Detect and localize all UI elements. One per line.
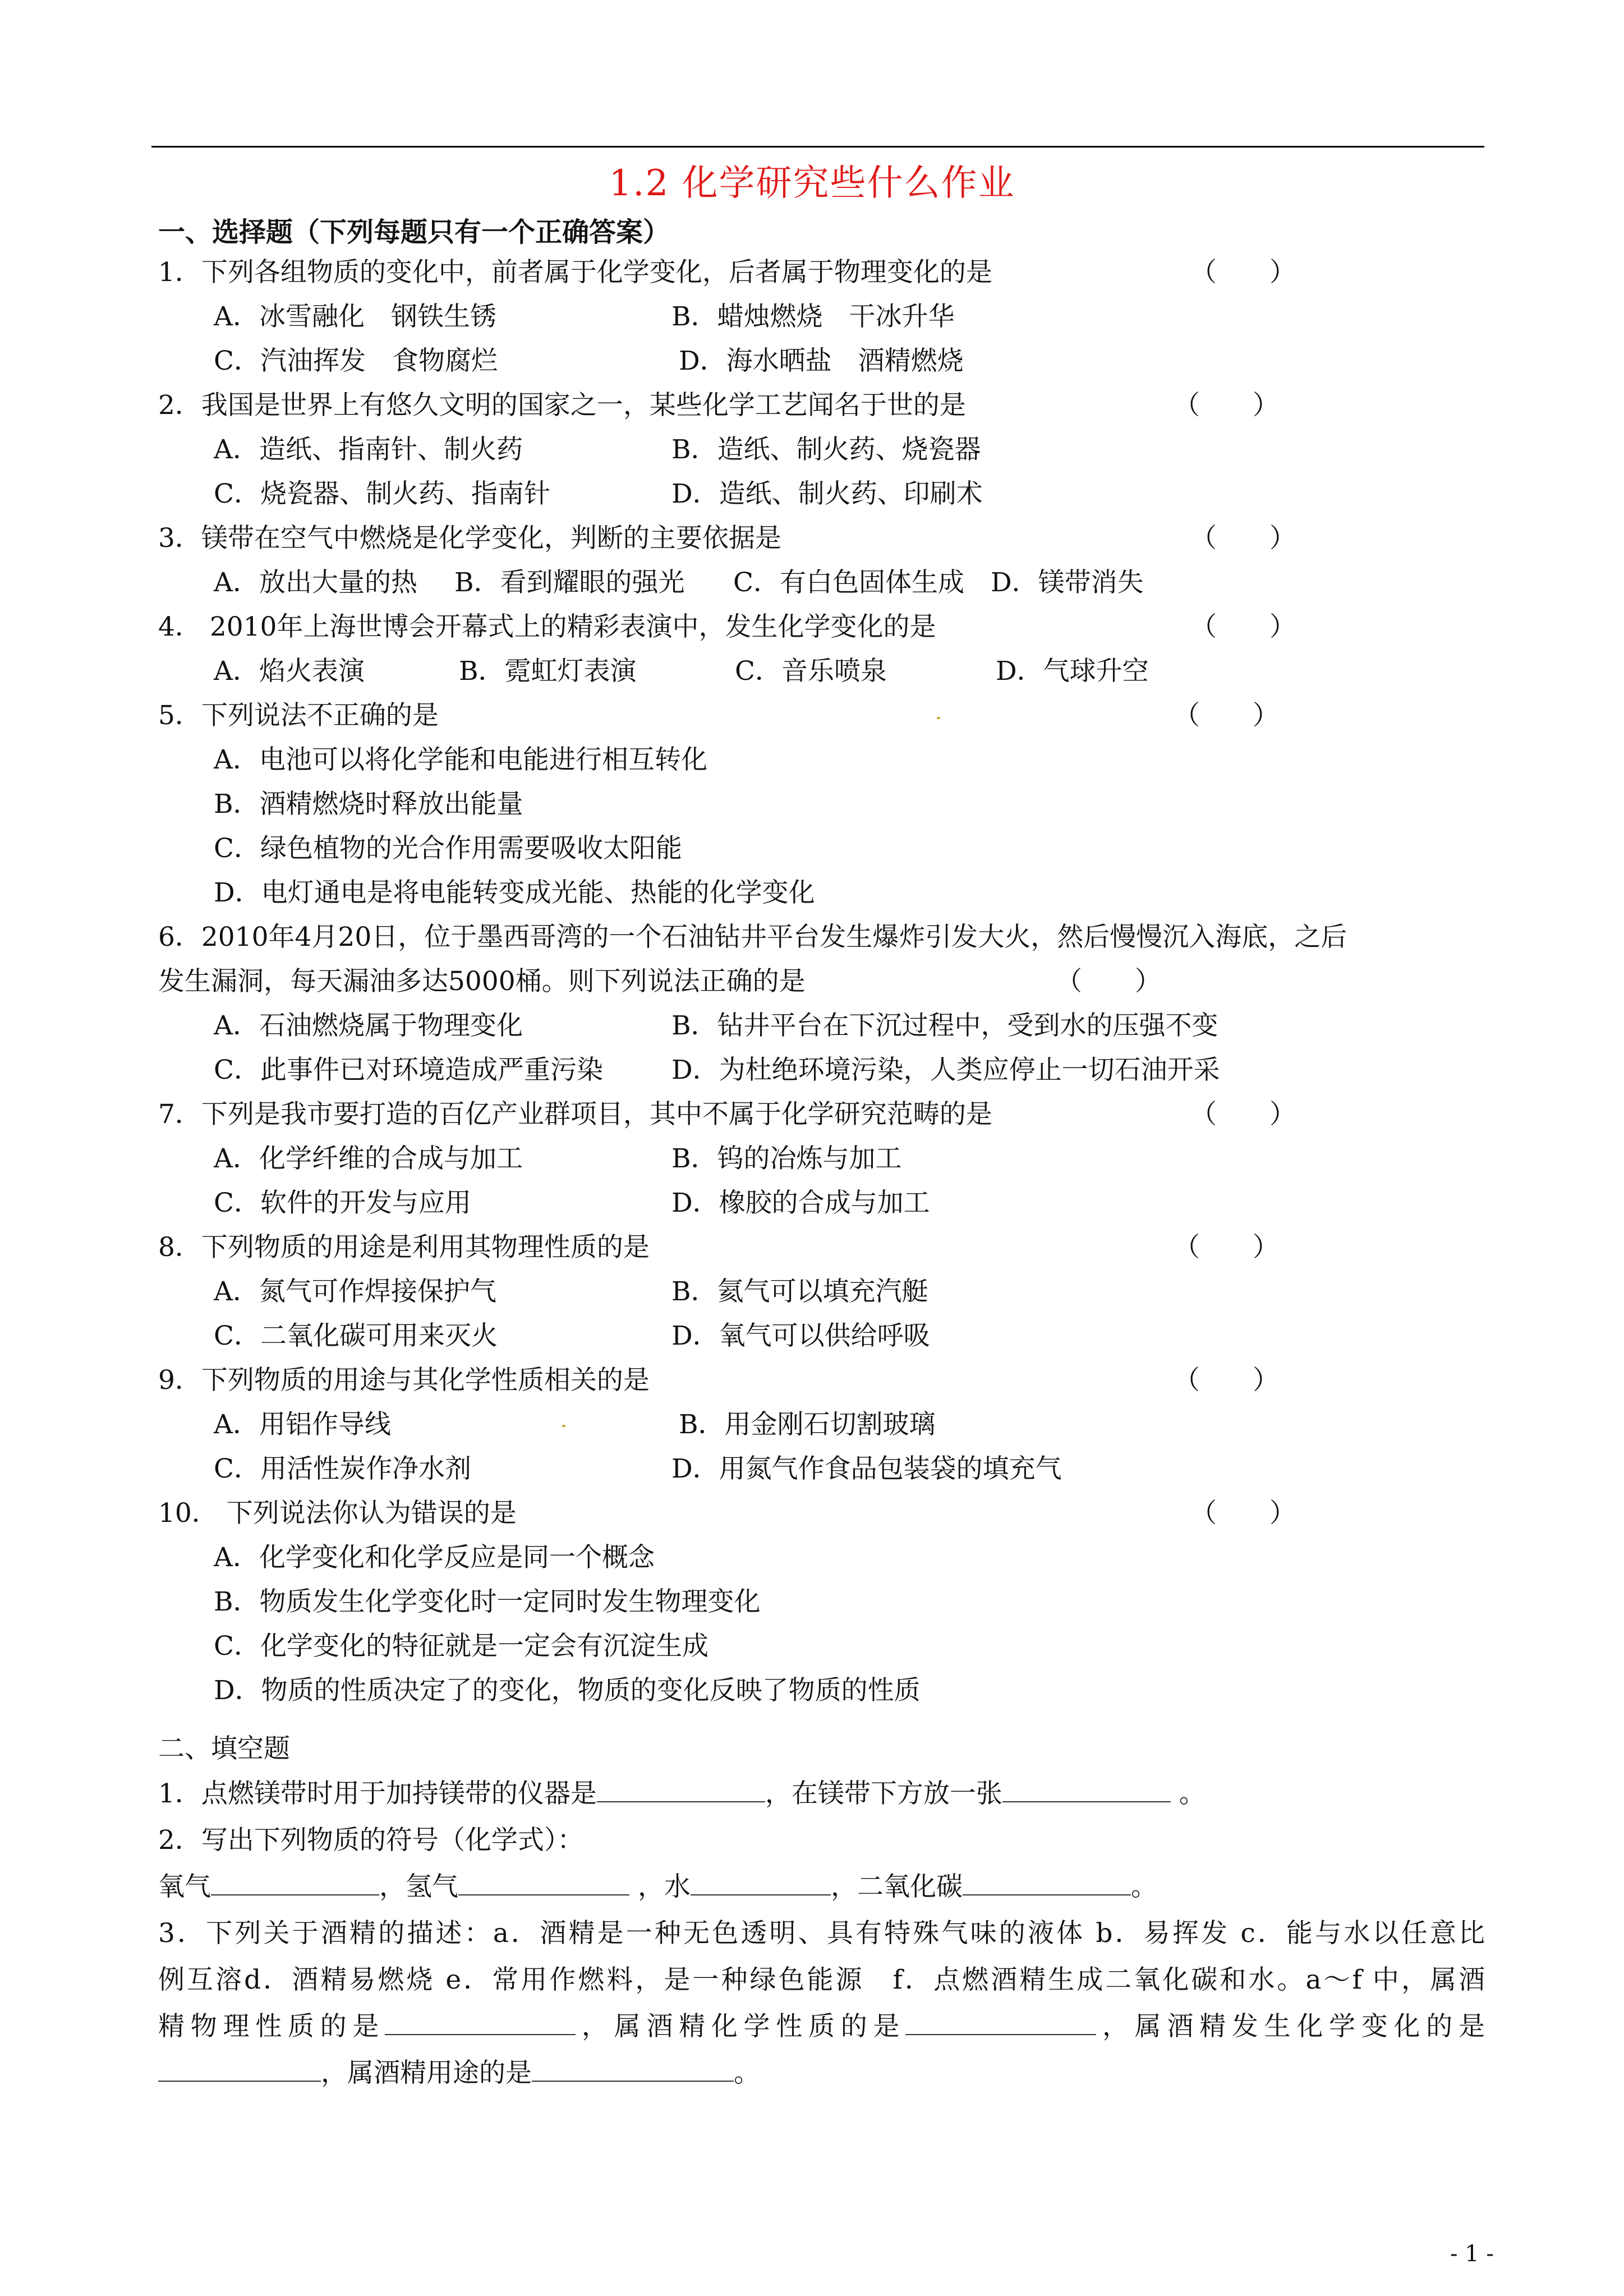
stray-mark: [562, 1425, 565, 1427]
fill-q3-text-d: ，属酒精用途的是: [321, 2058, 532, 2088]
answer-paren-10: （ ）: [1190, 1498, 1296, 1529]
option-2b: B．造纸、制火药、烧瓷器: [671, 434, 981, 465]
fill-question-2-answers: [158, 1866, 1157, 1903]
question-3-stem: 3．镁带在空气中燃烧是化学变化，判断的主要依据是: [158, 523, 781, 554]
answer-paren-8: （ ）: [1174, 1232, 1279, 1263]
option-6c: C．此事件已对环境造成严重污染: [214, 1055, 603, 1085]
option-8c: C．二氧化碳可用来灭火: [214, 1320, 498, 1351]
option-3a: A．放出大量的热: [214, 567, 417, 598]
label-hydrogen: ，氢气: [379, 1871, 458, 1902]
fill-question-1: [158, 1773, 1206, 1810]
option-7d: D．橡胶的合成与加工: [671, 1188, 930, 1218]
fill-blank-2[interactable]: [1002, 1779, 1171, 1802]
section-heading-fill: 二、填空题: [158, 1733, 290, 1764]
option-9a: A．用铝作导线: [214, 1409, 391, 1440]
fill-question-2: 2．写出下列物质的符号（化学式）：: [158, 1825, 584, 1856]
option-2c: C．烧瓷器、制火药、指南针: [214, 478, 550, 509]
question-5-stem: 5．下列说法不正确的是: [158, 700, 439, 731]
answer-paren-2: （ ）: [1174, 390, 1279, 421]
question-1-stem: 1．下列各组物质的变化中，前者属于化学变化，后者属于物理变化的是: [158, 257, 992, 288]
fill-blank-physical[interactable]: [385, 2012, 576, 2035]
fill-q3-text-a: 精物理性质的是: [158, 2011, 385, 2042]
fill-blank-oxygen[interactable]: [211, 1872, 379, 1895]
option-7b: B．钨的冶炼与加工: [671, 1143, 902, 1174]
fill-q1-text-b: ，在镁带下方放一张: [765, 1778, 1002, 1809]
option-1a: A．冰雪融化 钢铁生锈: [214, 301, 496, 332]
fill-question-3-line-3: [158, 2005, 1485, 2043]
option-4a: A．焰火表演: [214, 656, 365, 687]
option-2a: A．造纸、指南针、制火药: [214, 434, 523, 465]
option-4b: B．霓虹灯表演: [459, 656, 637, 687]
option-2d: D．造纸、制火药、印刷术: [671, 478, 983, 509]
answer-paren-6: （ ）: [1056, 966, 1161, 997]
fill-q1-text-a: 1．点燃镁带时用于加持镁带的仪器是: [158, 1778, 597, 1809]
answer-paren-1: （ ）: [1190, 257, 1296, 288]
fill-blank-1[interactable]: [597, 1779, 765, 1802]
fill-q3-text-b: ，属酒精化学性质的是: [576, 2011, 906, 2042]
option-9c: C．用活性炭作净水剂: [214, 1453, 471, 1484]
fill-blank-carbon-dioxide[interactable]: [963, 1872, 1131, 1895]
option-8a: A．氮气可作焊接保护气: [214, 1276, 496, 1307]
option-1d: D．海水晒盐 酒精燃烧: [679, 346, 964, 376]
fill-q3-text-c: ，属酒精发生化学变化的是: [1096, 2011, 1485, 2042]
option-8d: D．氧气可以供给呼吸: [671, 1320, 930, 1351]
question-6-stem: 6．2010年4月20日，位于墨西哥湾的一个石油钻井平台发生爆炸引发大火，然后慢慢沉入海底，之后: [158, 922, 1347, 953]
stray-mark: [937, 717, 940, 719]
option-8b: B．氦气可以填充汽艇: [671, 1276, 928, 1307]
fill-q2-end: 。: [1130, 1871, 1157, 1902]
answer-paren-7: （ ）: [1190, 1099, 1296, 1130]
question-7-stem: 7．下列是我市要打造的百亿产业群项目，其中不属于化学研究范畴的是: [158, 1099, 992, 1130]
page-title: 1.2 化学研究些什么作业: [609, 163, 1015, 204]
fill-q1-text-c: 。: [1170, 1778, 1206, 1809]
option-5c: C．绿色植物的光合作用需要吸收太阳能: [214, 833, 682, 864]
label-water: ，水: [629, 1871, 691, 1902]
option-5b: B．酒精燃烧时释放出能量: [214, 789, 523, 820]
option-4d: D．气球升空: [996, 656, 1149, 687]
option-10a: A．化学变化和化学反应是同一个概念: [214, 1542, 655, 1573]
option-10d: D．物质的性质决定了的变化，物质的变化反映了物质的性质: [214, 1675, 921, 1706]
option-6a: A．石油燃烧属于物理变化: [214, 1010, 523, 1041]
option-1b: B．蜡烛燃烧 干冰升华: [671, 301, 955, 332]
fill-blank-change[interactable]: [158, 2058, 321, 2082]
option-1c: C．汽油挥发 食物腐烂: [214, 346, 498, 376]
answer-paren-9: （ ）: [1174, 1365, 1279, 1396]
option-10c: C．化学变化的特征就是一定会有沉淀生成: [214, 1631, 709, 1662]
option-5d: D．电灯通电是将电能转变成光能、热能的化学变化: [214, 877, 815, 908]
fill-blank-water[interactable]: [691, 1872, 831, 1895]
option-5a: A．电池可以将化学能和电能进行相互转化: [214, 744, 707, 775]
page-number: - 1 -: [1450, 2241, 1494, 2267]
option-3b: B．看到耀眼的强光: [454, 567, 685, 598]
fill-question-3-line-2: 例互溶d．酒精易燃烧 e．常用作燃料，是一种绿色能源 f．点燃酒精生成二氧化碳和水。a～f 中，属酒: [158, 1964, 1485, 1995]
question-4-stem: 4． 2010年上海世博会开幕式上的精彩表演中，发生化学变化的是: [158, 611, 936, 642]
question-8-stem: 8．下列物质的用途是利用其物理性质的是: [158, 1232, 650, 1263]
fill-question-3-line-4: [158, 2052, 760, 2090]
option-6b: B．钻井平台在下沉过程中，受到水的压强不变: [671, 1010, 1218, 1041]
option-4c: C．音乐喷泉: [735, 656, 887, 687]
option-3d: D．镁带消失: [991, 567, 1144, 598]
option-7c: C．软件的开发与应用: [214, 1188, 471, 1218]
option-3c: C．有白色固体生成: [733, 567, 964, 598]
answer-paren-4: （ ）: [1190, 611, 1296, 642]
option-9b: B．用金刚石切割玻璃: [679, 1409, 936, 1440]
fill-q3-text-e: 。: [734, 2058, 760, 2088]
header-rule: [151, 146, 1484, 148]
fill-blank-hydrogen[interactable]: [458, 1872, 629, 1895]
question-10-stem: 10． 下列说法你认为错误的是: [158, 1498, 517, 1529]
label-carbon-dioxide: ，二氧化碳: [830, 1871, 963, 1902]
section-heading-choice: 一、选择题（下列每题只有一个正确答案）: [158, 217, 670, 248]
fill-blank-chemical[interactable]: [905, 2012, 1096, 2035]
option-9d: D．用氮气作食品包装袋的填充气: [671, 1453, 1062, 1484]
question-2-stem: 2．我国是世界上有悠久文明的国家之一，某些化学工艺闻名于世的是: [158, 390, 966, 421]
fill-question-3-line-1: 3．下列关于酒精的描述：a．酒精是一种无色透明、具有特殊气味的液体 b．易挥发 c．能与水以任意比: [158, 1918, 1485, 1949]
option-6d: D．为杜绝环境污染，人类应停止一切石油开采: [671, 1055, 1220, 1085]
option-10b: B．物质发生化学变化时一定同时发生物理变化: [214, 1586, 761, 1617]
question-6-stem-cont: 发生漏洞，每天漏油多达5000桶。则下列说法正确的是: [158, 966, 806, 997]
fill-blank-use[interactable]: [532, 2058, 734, 2082]
question-9-stem: 9．下列物质的用途与其化学性质相关的是: [158, 1365, 650, 1396]
option-7a: A．化学纤维的合成与加工: [214, 1143, 523, 1174]
answer-paren-5: （ ）: [1174, 700, 1279, 731]
label-oxygen: 氧气: [158, 1871, 211, 1902]
answer-paren-3: （ ）: [1190, 523, 1296, 554]
